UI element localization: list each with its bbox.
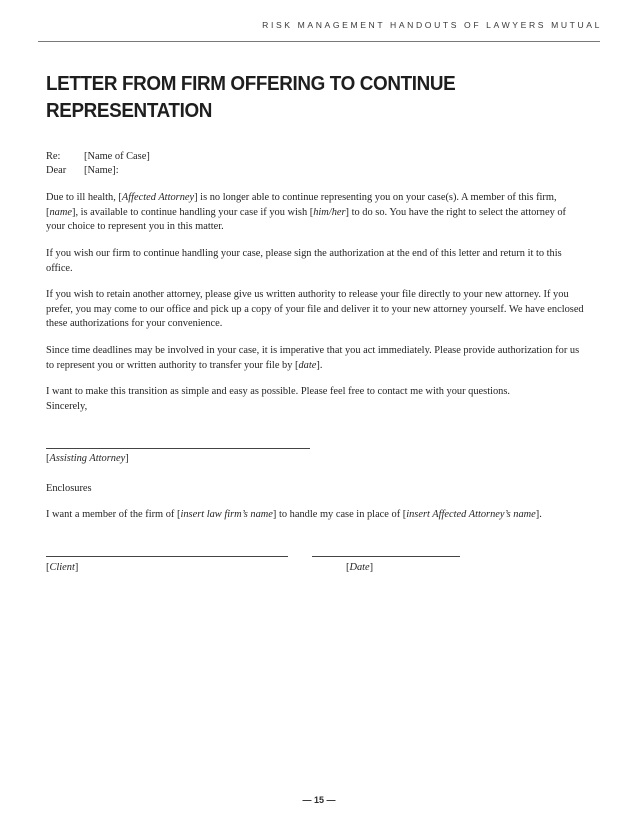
p4-text-b: ]. (316, 359, 323, 371)
title-line-2: REPRESENTATION (46, 99, 213, 122)
page-title (46, 70, 524, 124)
paragraph-5: I want to make this transition as simple and easy as possible. Please feel free to contact me with your questions. (46, 386, 511, 397)
p1-affected-attorney: Affected Attorney (121, 192, 195, 203)
attorney-signature-line (46, 448, 310, 449)
re-label: Re: (46, 151, 61, 162)
dear-label: Dear (46, 165, 67, 176)
closing: Sincerely, (46, 401, 88, 412)
auth-text-b: ] to handle my case in place of [ (272, 509, 407, 520)
client-bracket-close: ] (74, 562, 79, 573)
dear-value: [Name]: (84, 165, 119, 176)
p1-text-d: ] to do so. You have the right to select the attorney of your choice to represent you in this matter. (46, 206, 567, 232)
signer-bracket-open: [ (46, 453, 50, 464)
enclosures: Enclosures (46, 483, 92, 494)
auth-affected-attorney: insert Affected Attorney’s name (406, 509, 536, 520)
client-label-text: Client (49, 562, 75, 573)
auth-text-c: ]. (535, 509, 542, 520)
date-label (346, 561, 373, 576)
p1-him-her: him/her (313, 206, 346, 218)
title-line-1: LETTER FROM FIRM OFFERING TO CONTINUE (46, 72, 456, 95)
p1-text-a: Due to ill health, [ (46, 192, 122, 203)
signer-bracket-close: ] (125, 453, 129, 464)
date-label-text: Date (349, 562, 370, 573)
date-signature-line (312, 556, 460, 557)
p4-text-a: Since time deadlines may be involved in your case, it is imperative that you act immediately. Please provide authorization for us to represent you or written authority to transfer your file by [ (46, 345, 580, 371)
date-bracket-close: ] (369, 562, 374, 573)
paragraph-1 (46, 191, 586, 235)
running-header: RISK MANAGEMENT HANDOUTS OF LAWYERS MUTUAL (262, 20, 602, 30)
authorization-statement (46, 508, 586, 523)
assisting-attorney-label: Assisting Attorney (49, 453, 126, 464)
re-line (46, 150, 586, 165)
salutation-line (46, 164, 586, 179)
client-bracket-open: [ (46, 562, 50, 573)
header-rule (38, 41, 600, 42)
signer-label (46, 452, 586, 467)
p1-text-b: ] is no longer able to continue representing you on your case(s). A member of this firm, [ (46, 192, 557, 218)
p4-date: date (298, 359, 317, 371)
client-label (46, 561, 78, 576)
page-number: — 15 — (302, 795, 336, 805)
paragraph-3: If you wish to retain another attorney, please give us written authority to release your file directly to your new attorney. If you prefer, you may come to our office and pick up a copy of your file and deliver it to your new attorney yourself. We have enclosed these authorizations for your convenience. (46, 289, 584, 329)
p1-text-c: ], is available to continue handling your case if you wish [ (71, 206, 314, 218)
auth-firm-name: insert law firm’s name (180, 509, 273, 520)
p1-name: name (49, 206, 72, 218)
paragraph-2: If you wish our firm to continue handling your case, please sign the authorization at the end of this letter and return it to this office. (46, 248, 562, 274)
date-bracket-open: [ (346, 562, 350, 573)
re-value: [Name of Case] (84, 151, 150, 162)
auth-text-a: I want a member of the firm of [ (46, 509, 181, 520)
client-signature-line (46, 556, 288, 557)
paragraph-4 (46, 344, 586, 373)
